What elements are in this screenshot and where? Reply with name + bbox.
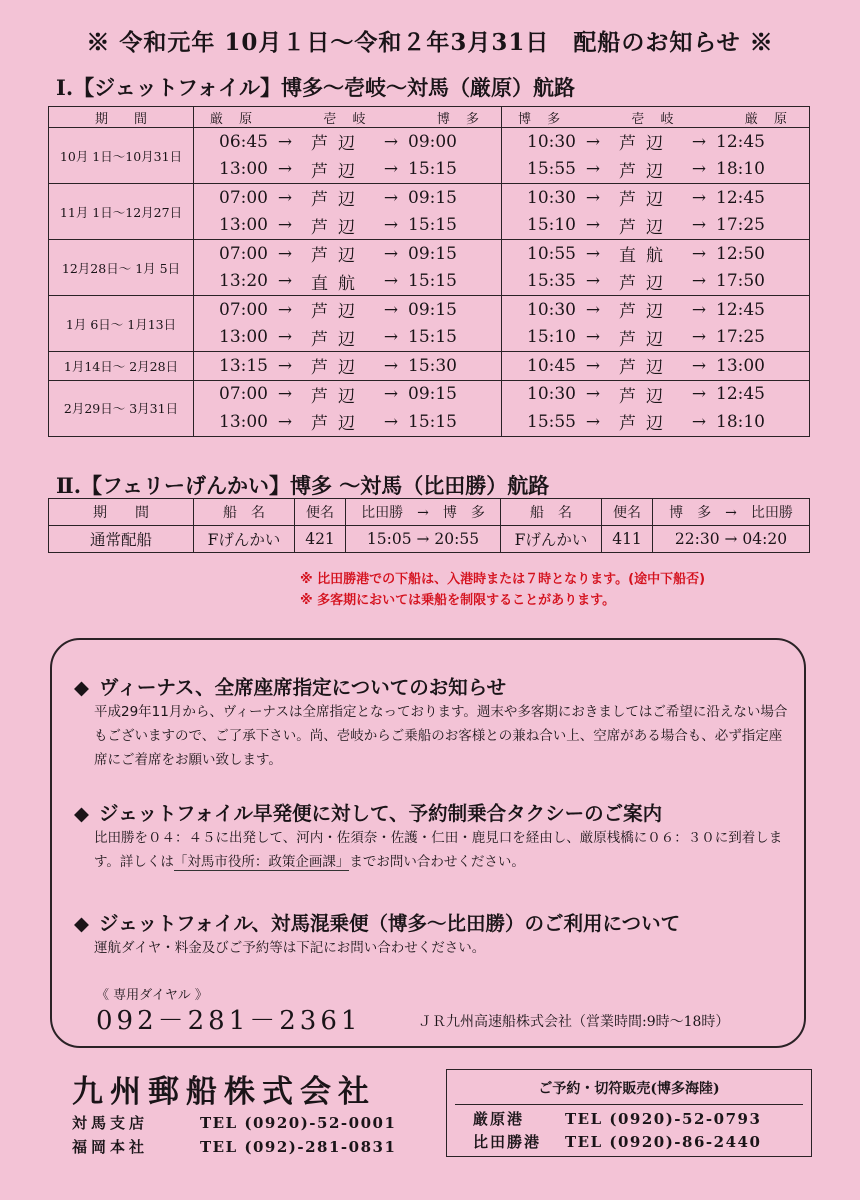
arrow-icon: →: [585, 159, 601, 180]
via-port: 芦辺: [311, 246, 365, 267]
departure-time: 15:35: [527, 271, 576, 292]
sales-divider: [455, 1104, 803, 1105]
notice-venus-title: [74, 672, 506, 700]
ferry-header-period: 期 間: [49, 499, 194, 526]
diamond-icon: ◆: [74, 676, 89, 699]
arrow-icon: →: [383, 131, 399, 152]
arrow-icon: →: [277, 243, 293, 264]
arrival-time: 12:45: [716, 131, 765, 152]
departure-time: 07:00: [219, 187, 268, 208]
arrow-icon: →: [383, 411, 399, 432]
departure-time: 13:00: [219, 159, 268, 180]
trip: [514, 324, 803, 352]
sales-title: ご予約・切符販売(博多海陸): [538, 1081, 720, 1097]
notice-mixed-body: 運航ダイヤ・料金及びご予約等は下記にお問い合わせください。: [94, 940, 486, 956]
via-port: 芦辺: [311, 217, 365, 238]
branch-row: [72, 1136, 396, 1157]
arrow-icon: →: [691, 131, 707, 152]
departure-time: 15:10: [527, 327, 576, 348]
dial-number: 092－281－2361: [96, 1006, 362, 1036]
departure-time: 13:00: [219, 411, 268, 432]
trip: [206, 381, 495, 409]
trip: [514, 240, 803, 268]
arrival-time: 15:15: [408, 271, 457, 292]
header-outbound-to: 博 多: [436, 111, 485, 127]
departure-time: 10:30: [527, 384, 576, 405]
ferry-header-route: 博 多 → 比田勝: [653, 499, 810, 526]
period-cell: 2月29日～ 3月31日: [49, 380, 194, 436]
period-cell: 1月14日～ 2月28日: [49, 352, 194, 381]
arrow-icon: →: [383, 187, 399, 208]
via-port: 芦辺: [311, 134, 365, 155]
arrival-time: 18:10: [716, 411, 765, 432]
arrow-icon: →: [383, 159, 399, 180]
arrow-icon: →: [585, 355, 601, 376]
trip: [514, 381, 803, 409]
via-port: 芦辺: [311, 190, 365, 211]
trip: [206, 128, 495, 156]
departure-time: 13:00: [219, 327, 268, 348]
branch-tel: TEL (0920)-52-0001: [200, 1114, 397, 1132]
via-port: 芦辺: [619, 329, 673, 350]
arrival-time: 09:15: [408, 243, 457, 264]
departure-time: 10:30: [527, 131, 576, 152]
outbound-trips: [194, 352, 502, 381]
arrow-icon: →: [691, 243, 707, 264]
trip: [514, 268, 803, 296]
via-port: 芦辺: [619, 358, 673, 379]
via-port: 直航: [619, 246, 673, 267]
trip: [206, 408, 495, 436]
branch-tel: TEL (092)-281-0831: [200, 1138, 397, 1156]
arrow-icon: →: [585, 131, 601, 152]
header-outbound-from: 厳 原: [210, 111, 259, 127]
header-inbound-via: 壱 岐: [631, 111, 680, 127]
arrow-icon: →: [383, 271, 399, 292]
arrow-icon: →: [585, 215, 601, 236]
timetable-row: [49, 380, 810, 436]
inbound-trips: [502, 184, 810, 240]
trip: [206, 268, 495, 296]
ferry-timetable: [48, 498, 810, 553]
notice-taxi-text: までお問い合わせください。: [349, 854, 525, 870]
arrival-time: 15:15: [408, 411, 457, 432]
ferry-header-route: 比田勝 → 博 多: [346, 499, 501, 526]
via-port: 芦辺: [619, 190, 673, 211]
trip: [206, 324, 495, 352]
via-port: 芦辺: [619, 414, 673, 435]
sales-port: 比田勝港: [473, 1133, 542, 1151]
branch-name: 福岡本社: [72, 1138, 149, 1156]
sales-port: 厳原港: [473, 1110, 525, 1128]
arrow-icon: →: [585, 299, 601, 320]
inbound-trips: [502, 296, 810, 352]
outbound-trips: [194, 380, 502, 436]
inbound-trips: [502, 380, 810, 436]
departure-time: 06:45: [219, 131, 268, 152]
trip: [206, 212, 495, 240]
branch-name: 対馬支店: [72, 1114, 149, 1132]
arrival-time: 12:50: [716, 243, 765, 264]
arrow-icon: →: [277, 327, 293, 348]
arrow-icon: →: [585, 384, 601, 405]
arrival-time: 18:10: [716, 159, 765, 180]
trip: [514, 408, 803, 436]
arrow-icon: →: [585, 271, 601, 292]
trip: [206, 352, 495, 380]
section2-heading: Ⅱ.【フェリーげんかい】博多 ～対馬（比田勝）航路: [56, 473, 550, 498]
arrow-icon: →: [691, 411, 707, 432]
arrow-icon: →: [383, 384, 399, 405]
departure-time: 15:55: [527, 159, 576, 180]
arrow-icon: →: [383, 355, 399, 376]
header-outbound-via: 壱 岐: [323, 111, 372, 127]
departure-time: 07:00: [219, 299, 268, 320]
trip: [514, 184, 803, 212]
header-period: 期 間: [49, 107, 194, 128]
departure-time: 07:00: [219, 243, 268, 264]
outbound-trips: [194, 296, 502, 352]
via-port: 芦辺: [619, 302, 673, 323]
company-name: 九州郵船株式会社: [72, 1074, 376, 1110]
arrow-icon: →: [691, 271, 707, 292]
ferry-times: 15:05 → 20:55: [346, 526, 501, 553]
via-port: 芦辺: [311, 161, 365, 182]
sales-tel: TEL (0920)-86-2440: [565, 1133, 762, 1151]
sales-box: [446, 1069, 812, 1157]
arrow-icon: →: [691, 159, 707, 180]
arrival-time: 12:45: [716, 187, 765, 208]
header-inbound-from: 博 多: [518, 111, 567, 127]
via-port: 芦辺: [619, 273, 673, 294]
timetable-row: [49, 240, 810, 296]
via-port: 芦辺: [311, 414, 365, 435]
jetfoil-timetable: [48, 106, 810, 437]
notice-title-text: ヴィーナス、全席座席指定についてのお知らせ: [99, 676, 507, 699]
diamond-icon: ◆: [74, 912, 89, 935]
trip: [206, 240, 495, 268]
outbound-trips: [194, 184, 502, 240]
timetable-row: [49, 184, 810, 240]
departure-time: 13:00: [219, 215, 268, 236]
ferry-number: 421: [295, 526, 346, 553]
via-port: 芦辺: [619, 386, 673, 407]
inbound-trips: [502, 240, 810, 296]
header-inbound: [502, 107, 810, 128]
timetable-row: [49, 352, 810, 381]
arrow-icon: →: [383, 215, 399, 236]
via-port: 芦辺: [619, 134, 673, 155]
timetable-row: [49, 128, 810, 184]
arrival-time: 17:50: [716, 271, 765, 292]
arrow-icon: →: [585, 411, 601, 432]
arrival-time: 09:15: [408, 187, 457, 208]
ferry-ship: Fげんかい: [501, 526, 602, 553]
arrow-icon: →: [277, 187, 293, 208]
notice-venus-body: 平成29年11月から、ヴィーナスは全席指定となっております。週末や多客期におきましてはご希望に沿えない場合もございますので、ご了承下さい。尚、壱岐からご乗船のお客様との兼ね合い上、空席がある場合も、必ず指定座席にご着席をお願い致します。: [94, 704, 788, 768]
arrow-icon: →: [277, 411, 293, 432]
notice-mixed-title: [74, 908, 680, 936]
arrow-icon: →: [585, 243, 601, 264]
sales-row: [473, 1108, 761, 1129]
arrow-icon: →: [691, 327, 707, 348]
departure-time: 07:00: [219, 384, 268, 405]
ferry-notes: [300, 569, 705, 611]
arrival-time: 17:25: [716, 215, 765, 236]
arrival-time: 12:45: [716, 299, 765, 320]
arrival-time: 15:15: [408, 159, 457, 180]
arrow-icon: →: [691, 355, 707, 376]
arrow-icon: →: [585, 187, 601, 208]
notice-taxi-title: [74, 798, 662, 826]
arrow-icon: →: [383, 243, 399, 264]
notice-title-text: ジェットフォイル、対馬混乗便（博多～比田勝）のご利用について: [99, 912, 681, 935]
arrow-icon: →: [277, 271, 293, 292]
arrival-time: 09:15: [408, 299, 457, 320]
inbound-trips: [502, 352, 810, 381]
ferry-note: ※ 比田勝港での下船は、入港時または７時となります。(途中下船否): [300, 572, 706, 587]
ferry-number: 411: [602, 526, 653, 553]
departure-time: 13:20: [219, 271, 268, 292]
via-port: 芦辺: [619, 217, 673, 238]
via-port: 芦辺: [311, 329, 365, 350]
ferry-header-number: 便名: [602, 499, 653, 526]
arrow-icon: →: [383, 299, 399, 320]
sales-row: [473, 1131, 761, 1152]
trip: [514, 212, 803, 240]
arrow-icon: →: [691, 187, 707, 208]
diamond-icon: ◆: [74, 802, 89, 825]
trip: [206, 184, 495, 212]
departure-time: 10:55: [527, 243, 576, 264]
arrow-icon: →: [691, 215, 707, 236]
trip: [514, 352, 803, 380]
period-cell: 12月28日～ 1月 5日: [49, 240, 194, 296]
dial-label: 《 専用ダイヤル 》: [96, 988, 208, 1003]
ferry-note: ※ 多客期においては乗船を制限することがあります。: [300, 593, 616, 608]
ferry-header-ship: 船 名: [194, 499, 295, 526]
period-cell: 1月 6日～ 1月13日: [49, 296, 194, 352]
page-title: ※ 令和元年 10月１日～令和２年3月31日 配船のお知らせ ※: [86, 29, 774, 56]
trip: [514, 156, 803, 184]
arrival-time: 15:15: [408, 215, 457, 236]
via-port: 芦辺: [311, 302, 365, 323]
trip: [514, 128, 803, 156]
arrival-time: 09:00: [408, 131, 457, 152]
departure-time: 10:30: [527, 187, 576, 208]
inbound-trips: [502, 128, 810, 184]
via-port: 芦辺: [619, 161, 673, 182]
arrow-icon: →: [277, 355, 293, 376]
ferry-ship: Fげんかい: [194, 526, 295, 553]
via-port: 直航: [311, 273, 365, 294]
period-cell: 11月 1日～12月27日: [49, 184, 194, 240]
arrow-icon: →: [585, 327, 601, 348]
arrival-time: 09:15: [408, 384, 457, 405]
arrow-icon: →: [277, 131, 293, 152]
via-port: 芦辺: [311, 386, 365, 407]
sales-tel: TEL (0920)-52-0793: [565, 1110, 762, 1128]
outbound-trips: [194, 128, 502, 184]
section1-heading: Ⅰ.【ジェットフォイル】博多～壱岐～対馬（厳原）航路: [56, 75, 576, 100]
departure-time: 15:10: [527, 215, 576, 236]
via-port: 芦辺: [311, 358, 365, 379]
trip: [514, 296, 803, 324]
notice-title-text: ジェットフォイル早発便に対して、予約制乗合タクシーのご案内: [99, 802, 663, 825]
arrow-icon: →: [691, 299, 707, 320]
header-outbound: [194, 107, 502, 128]
arrival-time: 15:30: [408, 355, 457, 376]
departure-time: 13:15: [219, 355, 268, 376]
ferry-period: 通常配船: [49, 526, 194, 553]
departure-time: 10:30: [527, 299, 576, 320]
period-cell: 10月 1日～10月31日: [49, 128, 194, 184]
trip: [206, 156, 495, 184]
departure-time: 10:45: [527, 355, 576, 376]
arrow-icon: →: [277, 299, 293, 320]
timetable-row: [49, 296, 810, 352]
departure-time: 15:55: [527, 411, 576, 432]
arrival-time: 15:15: [408, 327, 457, 348]
ferry-header-number: 便名: [295, 499, 346, 526]
arrival-time: 17:25: [716, 327, 765, 348]
arrow-icon: →: [691, 384, 707, 405]
notice-taxi-text: 比田勝を０４：４５に出発して、河内・佐須奈・佐護・仁田・鹿見口を経由し、厳原桟橋に０６：３０に到着します。詳しくは: [94, 830, 783, 870]
arrow-icon: →: [277, 384, 293, 405]
arrival-time: 13:00: [716, 355, 765, 376]
outbound-trips: [194, 240, 502, 296]
trip: [206, 296, 495, 324]
dial-company: ＪＲ九州高速船株式会社（営業時間:9時～18時）: [418, 1014, 730, 1030]
arrival-time: 12:45: [716, 384, 765, 405]
ferry-header-ship: 船 名: [501, 499, 602, 526]
arrow-icon: →: [277, 159, 293, 180]
arrow-icon: →: [277, 215, 293, 236]
arrow-icon: →: [383, 327, 399, 348]
ferry-times: 22:30 → 04:20: [653, 526, 810, 553]
header-inbound-to: 厳 原: [744, 111, 793, 127]
contact-office-link: 「対馬市役所：政策企画課」: [173, 854, 350, 870]
branch-row: [72, 1112, 396, 1133]
notice-taxi-body: [94, 826, 794, 874]
